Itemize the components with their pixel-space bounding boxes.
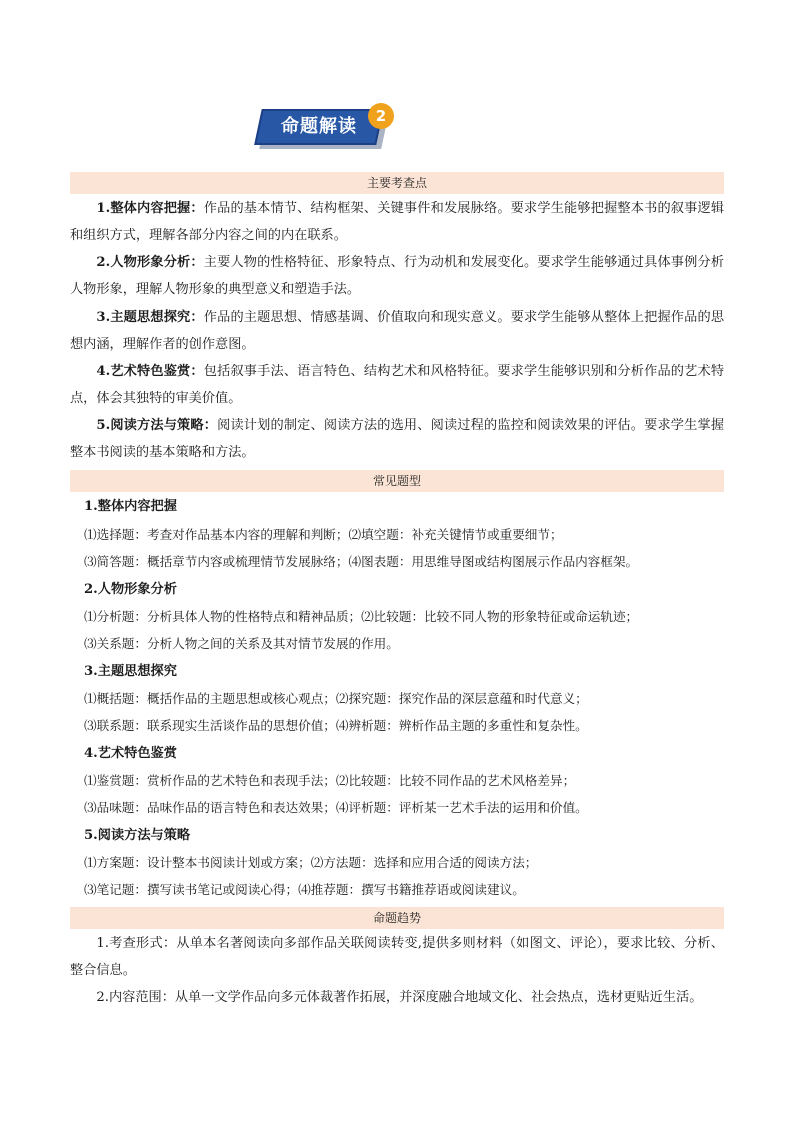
main-point-label: 1.整体内容把握 (96, 201, 191, 216)
trend-item-2: 2.内容范围：从单一文学作品向多元体裁著作拓展，并深度融合地域文化、社会热点，选材更贴近生活。 (96, 990, 703, 1005)
badge-title: 命题解读 (281, 116, 357, 137)
main-point-label: 5.阅读方法与策略 (96, 418, 204, 433)
section-badge (258, 103, 468, 151)
question-line: ⑶联系题：联系现实生活谈作品的思想价值；⑷辨析题：辨析作品主题的多重性和复杂性。 (84, 718, 588, 733)
main-point-text: 作品的基本情节、结构框架、关键事件和发展脉络。要求学生能够把握整本书的叙事逻辑和组织方式，理解各部分内容之间的内在联系。 (70, 201, 725, 243)
question-line: ⑴分析题：分析具体人物的性格特点和精神品质；⑵比较题：比较不同人物的形象特征或命运轨迹； (84, 609, 639, 624)
badge-number: 2 (368, 103, 394, 129)
main-point-text: 包括叙事手法、语言特色、结构艺术和风格特征。要求学生能够识别和分析作品的艺术特点，体会其独特的审美价值。 (70, 364, 725, 406)
question-line: ⑶简答题：概括章节内容或梳理情节发展脉络；⑷图表题：用思维导图或结构图展示作品内容框架。 (84, 554, 639, 569)
question-line: ⑴选择题：考查对作品基本内容的理解和判断；⑵填空题：补充关键情节或重要细节； (84, 527, 563, 542)
main-point-label: 4.艺术特色鉴赏 (96, 364, 191, 379)
main-point-text: 作品的主题思想、情感基调、价值取向和现实意义。要求学生能够从整体上把握作品的思想内涵，理解作者的创作意图。 (70, 310, 725, 352)
question-line: ⑴概括题：概括作品的主题思想或核心观点；⑵探究题：探究作品的深层意蕴和时代意义； (84, 691, 588, 706)
trend-label: 2.内容范围 (96, 990, 162, 1005)
main-point-4: 4.艺术特色鉴赏：包括叙事手法、语言特色、结构艺术和风格特征。要求学生能够识别和分析作品的艺术特点，体会其独特的审美价值。 (70, 364, 725, 406)
trend-text: 从单一文学作品向多元体裁著作拓展，并深度融合地域文化、社会热点，选材更贴近生活。 (174, 990, 703, 1005)
main-point-text: 主要人物的性格特征、形象特点、行为动机和发展变化。要求学生能够通过具体事例分析人物形象，理解人物形象的典型意义和塑造手法。 (70, 255, 725, 297)
main-point-1: 1.整体内容把握：作品的基本情节、结构框架、关键事件和发展脉络。要求学生能够把握整本书的叙事逻辑和组织方式，理解各部分内容之间的内在联系。 (70, 201, 725, 243)
main-point-text: 阅读计划的制定、阅读方法的选用、阅读过程的监控和阅读效果的评估。要求学生掌握整本书阅读的基本策略和方法。 (70, 418, 725, 460)
section-header-question-types: 常见题型 (70, 470, 724, 492)
trend-item-1: 1.考查形式：从单本名著阅读向多部作品关联阅读转变,提供多则材料（如图文、评论），要求比较、分析、整合信息。 (70, 936, 724, 978)
question-group-title: 4.艺术特色鉴赏 (84, 746, 177, 761)
trend-text: 从单本名著阅读向多部作品关联阅读转变,提供多则材料（如图文、评论），要求比较、分析、整合信息。 (70, 936, 724, 978)
question-line: ⑶关系题：分析人物之间的关系及其对情节发展的作用。 (84, 636, 399, 651)
question-line: ⑶品味题：品味作品的语言特色和表达效果；⑷评析题：评析某一艺术手法的运用和价值。 (84, 800, 588, 815)
main-point-3: 3.主题思想探究：作品的主题思想、情感基调、价值取向和现实意义。要求学生能够从整体上把握作品的思想内涵，理解作者的创作意图。 (70, 310, 725, 352)
main-point-label: 3.主题思想探究 (96, 310, 191, 325)
question-line: ⑴鉴赏题：赏析作品的艺术特色和表现手法；⑵比较题：比较不同作品的艺术风格差异； (84, 773, 576, 788)
section-header-trends: 命题趋势 (70, 907, 724, 929)
question-line: ⑶笔记题：撰写读书笔记或阅读心得；⑷推荐题：撰写书籍推荐语或阅读建议。 (84, 882, 525, 897)
trend-label: 1.考查形式 (96, 936, 163, 951)
question-line: ⑴方案题：设计整本书阅读计划或方案；⑵方法题：选择和应用合适的阅读方法； (84, 855, 538, 870)
question-group-title: 5.阅读方法与策略 (84, 828, 191, 843)
section-header-main-points: 主要考查点 (70, 172, 724, 194)
main-point-5: 5.阅读方法与策略：阅读计划的制定、阅读方法的选用、阅读过程的监控和阅读效果的评估。要求学生掌握整本书阅读的基本策略和方法。 (70, 418, 725, 460)
question-group-title: 3.主题思想探究 (84, 664, 177, 679)
main-point-label: 2.人物形象分析 (96, 255, 191, 270)
main-point-2: 2.人物形象分析：主要人物的性格特征、形象特点、行为动机和发展变化。要求学生能够通过具体事例分析人物形象，理解人物形象的典型意义和塑造手法。 (70, 255, 725, 297)
question-group-title: 2.人物形象分析 (84, 582, 177, 597)
question-group-title: 1.整体内容把握 (84, 499, 177, 514)
